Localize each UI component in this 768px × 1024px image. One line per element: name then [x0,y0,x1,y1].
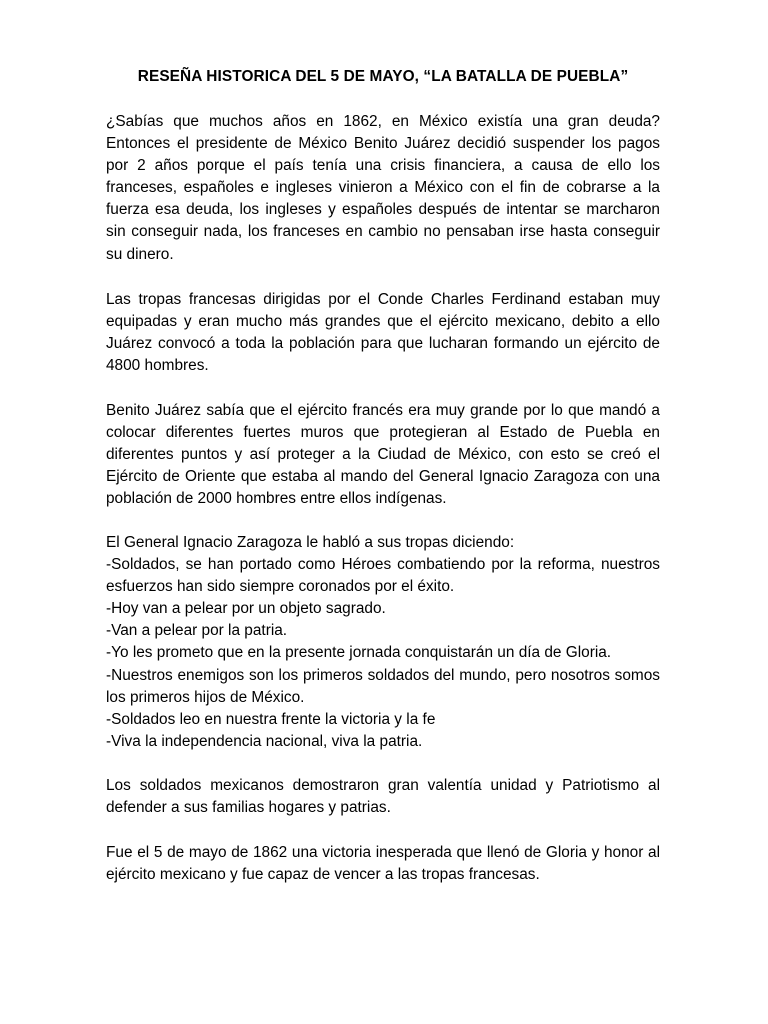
document-title: RESEÑA HISTORICA DEL 5 DE MAYO, “LA BATALLA DE PUEBLA” [137,68,629,85]
paragraph-text: Las tropas francesas dirigidas por el Conde Charles Ferdinand estaban muy equipadas y eran mucho más grandes que el ejército mexicano, debito a ello Juárez convocó a toda la población para que lucharan formando un ejército de 4800 hombres. [106,291,660,375]
paragraph-french-troops [106,289,660,377]
speech-line: -Hoy van a pelear por un objeto sagrado. [106,600,386,618]
speech-line: -Yo les prometo que en la presente jornada conquistarán un día de Gloria. [106,644,612,662]
paragraph-valor [106,775,660,819]
paragraph-puebla-defense [106,400,660,510]
paragraph-text: Benito Juárez sabía que el ejército francés era muy grande por lo que mandó a colocar diferentes fuertes muros que protegieran al Estado de Puebla en diferentes puntos y así proteger a la Ciudad de México, con esto se creó el Ejército de Oriente que estaba al mando del General Ignacio Zaragoza con una población de 2000 hombres entre ellos indígenas. [106,402,660,508]
paragraph-text: ¿Sabías que muchos años en 1862, en México existía una gran deuda? Entonces el presidente de México Benito Juárez decidió suspender los pagos por 2 años porque el país tenía una crisis financiera, a causa de ello los franceses, españoles e ingleses vinieron a México con el fin de cobrarse a la fuerza esa deuda, los ingleses y españoles después de intentar se marcharon sin conseguir nada, los franceses en cambio no pensaban irse hasta conseguir su dinero. [106,113,660,263]
zaragoza-speech [106,532,660,753]
speech-line: -Viva la independencia nacional, viva la patria. [106,732,423,750]
paragraph-victory [106,842,660,886]
speech-line: -Nuestros enemigos son los primeros soldados del mundo, pero nosotros somos los primeros hijos de México. [106,666,660,706]
paragraph-text: Fue el 5 de mayo de 1862 una victoria inesperada que llenó de Gloria y honor al ejército mexicano y fue capaz de vencer a las tropas francesas. [106,844,660,884]
paragraph-debt [106,111,660,266]
speech-intro: El General Ignacio Zaragoza le habló a sus tropas diciendo: [106,534,515,551]
paragraph-text: Los soldados mexicanos demostraron gran valentía unidad y Patriotismo al defender a sus familias hogares y patrias. [106,777,660,817]
speech-line: -Van a pelear por la patria. [106,622,288,640]
speech-line: -Soldados leo en nuestra frente la victoria y la fe [106,710,436,728]
speech-line: -Soldados, se han portado como Héroes combatiendo por la reforma, nuestros esfuerzos han sido siempre coronados por el éxito. [106,556,660,596]
